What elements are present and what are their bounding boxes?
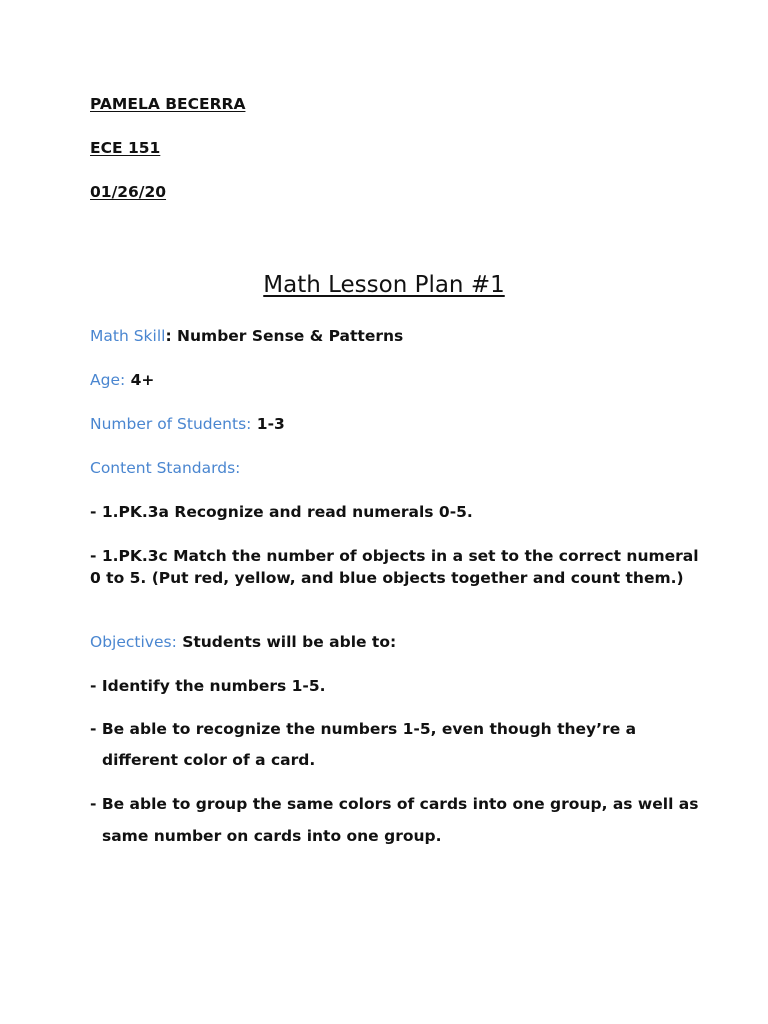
math-skill-label: Math Skill <box>90 327 166 345</box>
document-date: 01/26/20 <box>90 183 167 201</box>
course-code: ECE 151 <box>90 139 161 157</box>
page-title: Math Lesson Plan #1 <box>263 272 505 298</box>
standard-item-2-line-1: - 1.PK.3c Match the number of objects in a set to the correct numeral <box>90 547 699 565</box>
math-skill-colon: : <box>165 327 178 345</box>
students-row <box>90 414 285 434</box>
author-name: PAMELA BECERRA <box>90 95 246 113</box>
objective-item-3-line-2: same number on cards into one group. <box>102 827 442 845</box>
objectives-row <box>90 632 396 652</box>
content-standards-row <box>90 458 240 478</box>
students-label: Number of Students: <box>90 415 252 433</box>
objective-item-2-line-2: different color of a card. <box>102 751 316 769</box>
math-skill-value: Number Sense & Patterns <box>177 327 404 345</box>
standard-item-1: - 1.PK.3a Recognize and read numerals 0-5. <box>90 503 473 521</box>
objective-item-2-line-1: - Be able to recognize the numbers 1-5, even though they’re a <box>90 720 637 738</box>
math-skill-row <box>90 326 403 346</box>
students-value: 1-3 <box>256 415 285 433</box>
age-label: Age: <box>90 371 126 389</box>
objective-item-3-line-1: - Be able to group the same colors of cards into one group, as well as <box>90 795 699 813</box>
objective-item-1: - Identify the numbers 1-5. <box>90 677 326 695</box>
content-standards-label: Content Standards: <box>90 459 241 477</box>
objectives-label: Objectives: <box>90 633 177 651</box>
standard-item-2-line-2: 0 to 5. (Put red, yellow, and blue objects together and count them.) <box>90 569 684 587</box>
objectives-intro: Students will be able to: <box>182 633 397 651</box>
age-row <box>90 370 154 390</box>
age-value: 4+ <box>130 371 155 389</box>
